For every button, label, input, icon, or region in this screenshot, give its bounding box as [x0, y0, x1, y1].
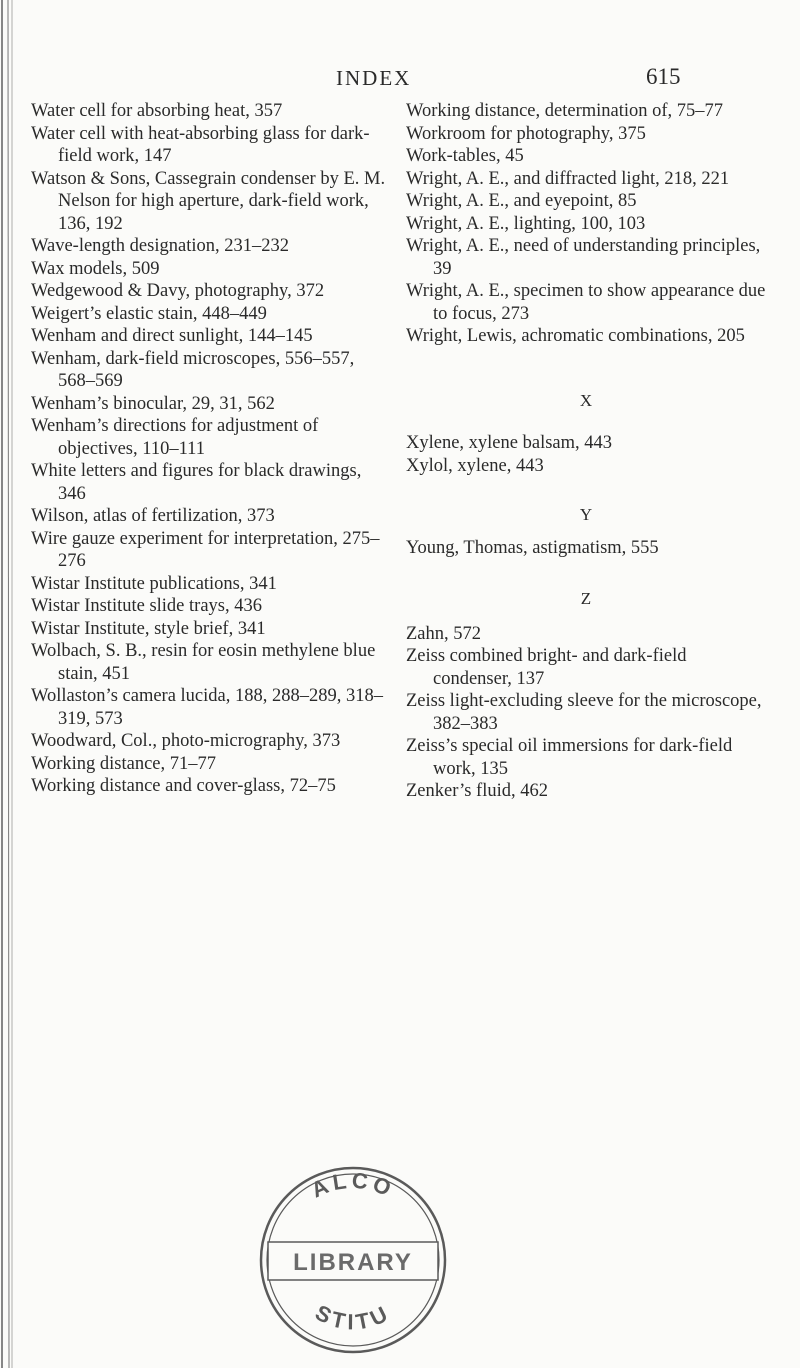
letter-heading-z: Z: [580, 589, 592, 608]
index-entry: Wenham’s directions for adjustment of objectives, 110–111: [31, 416, 319, 459]
index-entry: Zeiss’s special oil immersions for dark-field work, 135: [406, 736, 733, 779]
index-entry: Woodward, Col., photo-micrography, 373: [31, 731, 341, 751]
index-entry: Zahn, 572: [406, 623, 482, 644]
index-entry: Wright, A. E., specimen to show appearance due to focus, 273: [406, 281, 766, 324]
index-entry: Workroom for photography, 375: [406, 123, 646, 144]
index-entry: Water cell for absorbing heat, 357: [31, 101, 283, 121]
index-entry: Wright, A. E., and eyepoint, 85: [406, 191, 637, 211]
index-entry: Wistar Institute, style brief, 341: [31, 618, 266, 639]
index-entry: Xylene, xylene balsam, 443: [406, 433, 613, 453]
index-entry: Wenham, dark-field microscopes, 556–557, 568–569: [31, 348, 355, 391]
page-number: 615: [646, 64, 681, 89]
index-entry: Water cell with heat-absorbing glass for dark-field work, 147: [31, 123, 370, 166]
stamp-top-text: ALCO: [307, 1167, 399, 1203]
index-entry: Wenham’s binocular, 29, 31, 562: [31, 393, 275, 414]
index-column-right: [406, 100, 766, 803]
index-entry: Working distance, 71–77: [31, 753, 217, 774]
index-entry: Wistar Institute slide trays, 436: [31, 596, 262, 616]
running-head: [0, 66, 800, 96]
index-entry: Wedgewood & Davy, photography, 372: [31, 281, 325, 301]
letter-heading-x: X: [579, 390, 593, 410]
index-entry: Wright, A. E., and diffracted light, 218, 221: [406, 168, 730, 189]
index-entry: Wave-length designation, 231–232: [31, 236, 289, 256]
index-entry: Zenker’s fluid, 462: [406, 781, 548, 801]
index-entry: Weigert’s elastic stain, 448–449: [31, 303, 267, 324]
index-entry: Wollaston’s camera lucida, 188, 288–289, 318–319, 573: [31, 686, 383, 729]
stamp-middle-text: LIBRARY: [293, 1249, 413, 1276]
index-entry: Wright, Lewis, achromatic combinations, 205: [406, 326, 745, 346]
index-entry: Wenham and direct sunlight, 144–145: [31, 326, 313, 346]
library-stamp: [248, 1148, 458, 1358]
index-column-left: [31, 100, 386, 798]
index-entry: Wolbach, S. B., resin for eosin methylene blue stain, 451: [31, 641, 376, 684]
index-entry: Wright, A. E., need of understanding principles, 39: [406, 236, 761, 279]
index-entry: Watson & Sons, Cassegrain condenser by E. M. Nelson for high aperture, dark-field work, 136, 192: [31, 168, 386, 234]
index-entry: Wax models, 509: [31, 258, 160, 279]
index-entry: Wright, A. E., lighting, 100, 103: [406, 213, 646, 234]
index-entry: Wistar Institute publications, 341: [31, 573, 277, 594]
index-entry: Young, Thomas, astigmatism, 555: [406, 537, 659, 558]
index-entry: Zeiss combined bright- and dark-field condenser, 137: [406, 646, 687, 689]
letter-heading-y: Y: [579, 505, 593, 524]
stamp-bottom-text: STITU: [311, 1299, 395, 1335]
page-title: INDEX: [336, 66, 412, 90]
index-entry: Wilson, atlas of fertilization, 373: [31, 506, 275, 526]
index-entry: Xylol, xylene, 443: [406, 455, 544, 476]
index-entry: White letters and figures for black drawings, 346: [31, 461, 362, 504]
index-entry: Working distance, determination of, 75–77: [406, 101, 724, 121]
index-entry: Work-tables, 45: [406, 146, 524, 166]
index-entry: Zeiss light-excluding sleeve for the microscope, 382–383: [406, 691, 762, 734]
binding-edge-lines: [0, 0, 16, 1368]
index-entry: Working distance and cover-glass, 72–75: [31, 776, 336, 796]
index-entry: Wire gauze experiment for interpretation, 275–276: [31, 528, 380, 571]
